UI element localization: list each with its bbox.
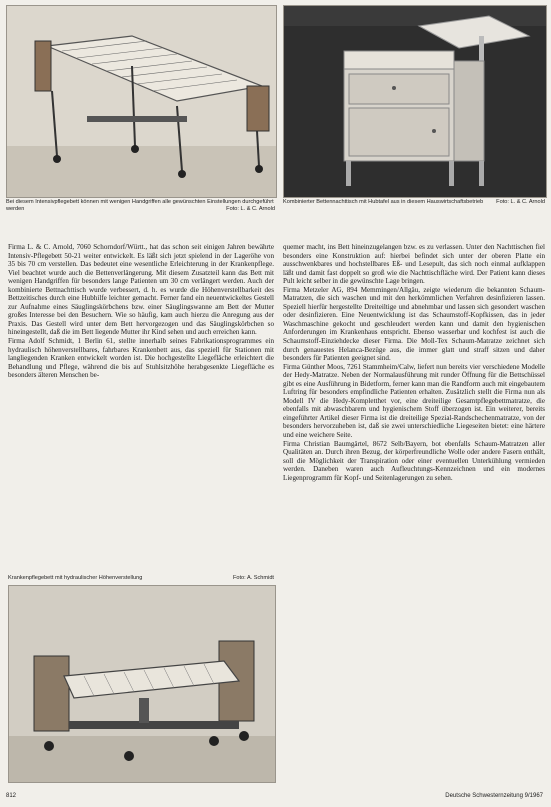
paragraph-nachttisch: quemer macht, ins Bett hineinzugelangen bzw. es zu verlassen. Unter den Nachttischen fiel besonders eine Konstruktion auf: hierbei befindet sich unter der oberen Platte ein ausschwenkbares und hochstellbares Eß- und Lesepult, das sich noch einmal aufklappen läßt und damit fast doppelt so groß wie die Nachttischfläche wird. Der Patient kann dieses Pult leicht selber in die gewünschte Lage bringen. xyxy=(283,243,545,286)
caption-top-left-credit: Foto: L. & C. Arnold xyxy=(226,206,275,212)
paragraph-baumgaertel: Firma Christian Baumgärtel, 8672 Selb/Bayern, bot ebenfalls Schaum-Matratzen aller Qualitäten an. Durch ihren Bezug, der körperfreundliche Wolle oder andere Fasern enthält, soll die Möglichkeit der Transpiration oder einer eventuellen Unterkühlung vermieden werden. Daneben waren auch Aufleuchtungs-Kennzeichnen und ein modernes Liegenprogramm für Kopf- und Seitenlagerungen zu sehen. xyxy=(283,439,545,482)
page-number: 812 xyxy=(6,793,17,799)
caption-bottom-left xyxy=(8,575,274,582)
caption-top-right-credit: Foto: L. & C. Arnold xyxy=(496,199,545,205)
magazine-title: Deutsche Schwesternzeitung 9/1967 xyxy=(445,793,543,799)
caption-bottom-left-text: Krankenpflegebett mit hydraulischer Höhenverstellung xyxy=(8,575,143,581)
bed-illustration xyxy=(7,6,276,197)
caption-top-right xyxy=(283,199,545,206)
paragraph-metzeler: Firma Metzeler AG, 894 Memmingen/Allgäu, zeigte wiederum die bekannten Schaum-Matratzen, die sich waschen und mit den herkömmlichen Verfahren desinfizieren lassen. Speziell hierfür hergestellte Dreiteiltige und abnehmbar und lassen sich gesondert waschen oder desinfizieren. Eine Neuentwicklung ist das Schaumstoff-Kopfkissen, das in jeder Waschmaschine gekocht und geschleudert werden kann und damit den hygienischen Anforderungen im Krankenhaus entspricht. Ebenso wasserbar und kochfest ist auch die Schaumstoff-Einziehdecke dieser Firma. Die Moll-Tex Schaum-Matratze zeichnet sich durch genauestes Helanca-Bezüge aus, die immer glatt und straff sitzen und daher besonders für Patienten geeignet sind. xyxy=(283,285,545,363)
photo-bedside-table xyxy=(283,5,547,198)
article-left-column xyxy=(8,243,274,575)
hydraulic-bed-illustration xyxy=(9,586,275,782)
caption-top-left xyxy=(6,199,275,213)
paragraph-moos: Firma Günther Moos, 7261 Stammheim/Calw, liefert nun bereits vier verschiedene Modelle der Hedy-Matratze. Neben der Normalausführung mit runder Öffnung für die Bettschüssel gibt es eine Ausführung in Bidetform, ferner kann man die Randform auch mit eingebautem Luftring für besonders empfindliche Patienten erhalten. Zusätzlich stellt die Firma nun als Modell IV die Hedy-Kompletthet vor, eine dreiteilige Gesamtpflegebettmatratze, die ebenfalls mit abwaschbarem und hygienischem Stoff überzogen ist. Ein weiterer, bereits eingeführter Artikel dieser Firma ist die dreiteilige Spezial-Randschechenmatratze, von der besonders hervorzuheben ist, daß sie zwei unterschiedliche Liegeseiten bietet: eine härtere und eine weichere Seite. xyxy=(283,362,545,440)
photo-intensive-care-bed xyxy=(6,5,277,198)
page-footer xyxy=(6,793,543,803)
photo-hydraulic-bed xyxy=(8,585,276,783)
paragraph-schmidt: Firma Adolf Schmidt, 1 Berlin 61, stellte innerhalb seines Fabrikationsprogrammes ein hydraulisch höhenverstellbares, fahrbares Krankenbett aus, das speziell für Stationen mit langliegenden Kranken entwickelt worden ist. Die hochgestellte Liegefläche erleichtert die Behandlung und Pflege, während die bis auf Stuhlsitzhöhe herabgesenkte Liegefläche es besonders älteren Menschen be- xyxy=(8,337,274,380)
article-right-column xyxy=(283,243,545,780)
caption-top-left-text: Bei diesem Intensivpflegebett können mit wenigen Handgriffen alle gewünschten Einstellungen durchgeführt werden xyxy=(6,199,274,212)
bedside-table-illustration xyxy=(284,6,546,197)
caption-bottom-left-credit: Foto: A. Schmidt xyxy=(232,575,274,581)
paragraph-arnold: Firma L. & C. Arnold, 7060 Schorndorf/Württ., hat das schon seit einigen Jahren bewährte Intensiv-Pflegebett 50-21 weiter entwickelt. Es läßt sich jetzt spielend in der Lageröhe von 35 bis 70 cm verstellen. Das bedeutet eine wesentliche Erleichterung in der Krankenpflege. Viel beachtet wurde auch die Bettenverlängerung. Mit diesem Zusatzteil kann das Bett mit wenigen Handgriffen für besonders lange Patienten um 30 cm verlängert werden. Auch der kombinierte Bettnachttisch wurde verbessert, d. h. es wurde die Höhenverstellbarkeit des Bettzeitisches durch eine Hubhilfe leichter gemacht. Ferner fand ein neuentwickeltes Gestell zur Aufnahme eines Säuglingskörbchens bzw. einer Säuglingswanne am Bett der Mutter großes Interesse bei den Besuchern. Wie so häufig, kam auch hierzu die Anregung aus der Praxis. Das Gestell wird unter dem Bett hervorgezogen und das Säuglingskörbchen so hineingestellt, daß die im Bett liegende Mutter ihr Kind sehen und auch erreichen kann. xyxy=(8,243,274,337)
caption-top-right-text: Kombinierter Bettennachttisch mit Hubtafel aus in diesem Hauswirtschaftsbetrieb xyxy=(283,199,484,205)
